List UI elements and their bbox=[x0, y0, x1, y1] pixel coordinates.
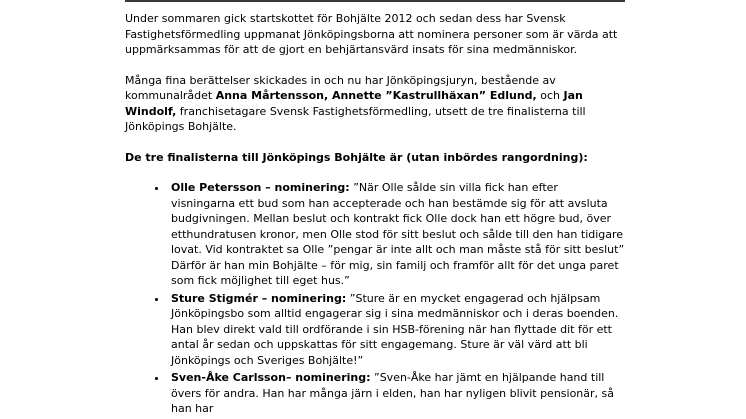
list-item-finalist-sture-stigmer bbox=[168, 291, 625, 369]
text-segment: Sture Stigmér – nominering: bbox=[171, 291, 347, 305]
text-segment: och bbox=[536, 89, 564, 102]
top-rule bbox=[125, 0, 625, 2]
paragraph-intro: Under sommaren gick startskottet för Bohjälte 2012 och sedan dess har Svensk Fastighetsförmedling uppmanat Jönköpingsborna att nominera personer som är värda att uppmärksammas för att de gjort en behjärtansvärd insats för sina medmänniskor. bbox=[125, 12, 618, 56]
text-segment: franchisetagare Svensk Fastighetsförmedling, utsett de tre finalisterna till Jönköpings Bohjälte. bbox=[125, 104, 586, 133]
text-segment: ”När Olle sålde sin villa fick han efter visningarna ett bud som han accepterade och han bestämde sig för att avsluta budgivningen. Mellan beslut och kontrakt fick Olle dock han ett högre bud, över etthundratusen kronor, men Olle stod för sitt beslut och sålde till den han tidigare lovat. Vid kontraktet sa Olle ”pengar är inte allt och man måste stå för sitt beslut” Därför är han min Bohjälte – för mig, sin familj och framför allt för det unga paret som fick möjlighet till eget hus.” bbox=[171, 181, 625, 287]
finalists-heading: De tre finalisterna till Jönköpings Bohjälte är (utan inbördes rangordning): bbox=[125, 150, 588, 164]
list-item-finalist-olle-petersson bbox=[168, 180, 625, 289]
document-content bbox=[125, 0, 625, 419]
paragraph-jury bbox=[125, 73, 625, 135]
text-segment: Anna Mårtensson, Annette ”Kastrullhäxan” Edlund, bbox=[215, 89, 537, 102]
text-segment: Sven-Åke Carlsson– nominering: bbox=[171, 371, 371, 384]
list-item-finalist-sven-ake-carlsson bbox=[168, 370, 625, 417]
text-segment: Jan Windolf, bbox=[125, 89, 583, 118]
finalist-list bbox=[125, 180, 625, 417]
text-segment: Många fina berättelser skickades in och nu har Jönköpingsjuryn, bestående av kommunalrådet bbox=[125, 73, 556, 102]
text-segment: Olle Petersson – nominering: bbox=[171, 181, 350, 194]
text-segment: ”Sven-Åke har jämt en hjälpande hand till övers för andra. Han har många järn i elden, han har nyligen blivit pensionär, så han har bbox=[171, 371, 615, 415]
text-segment: ”Sture är en mycket engagerad och hjälpsam Jönköpingsbo som alltid engagerar sig i sina medmänniskor och i deras boenden. Han blev direkt vald till ordförande i sin HSB-förening när han flyttade dit för ett antal år sedan och uppskattas för sitt engagemang. Sture är väl värd att bli Jönköpings och Sveriges Bohjälte!” bbox=[171, 291, 619, 367]
